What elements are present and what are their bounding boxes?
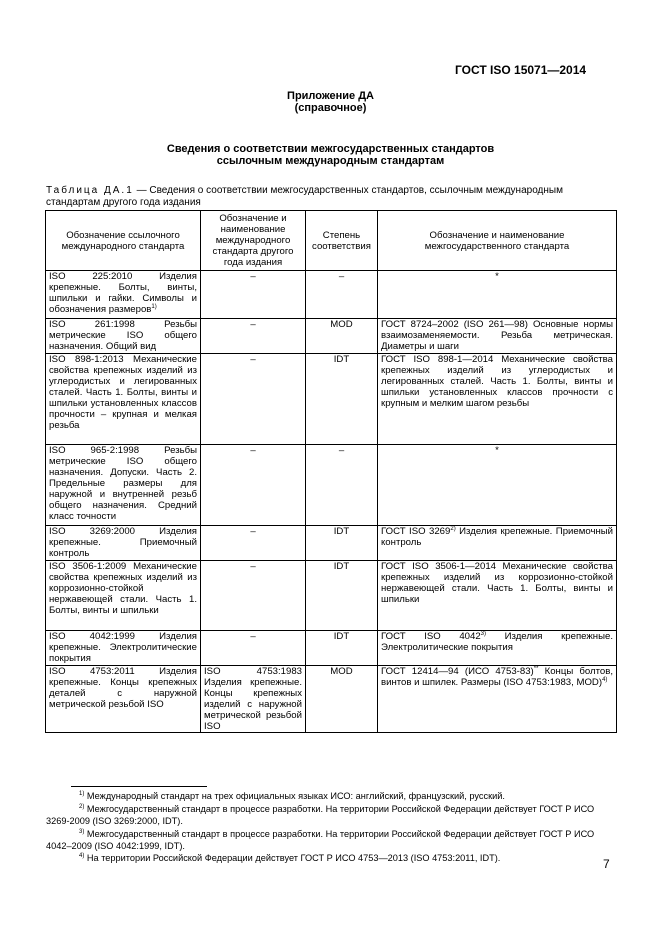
cell-ref: ISO 261:1998 Резьбы метрические ISO общего назначения. Общий вид: [46, 319, 201, 354]
section-title-line2: ссылочным международным стандартам: [216, 155, 445, 167]
col-header-gost: Обозначение и наименование межгосударственного стандарта: [378, 211, 617, 271]
cell-degree: IDT: [306, 526, 378, 561]
table-row: [46, 526, 617, 561]
cell-ref: ISO 4042:1999 Изделия крепежные. Электролитические покрытия: [46, 631, 201, 666]
cell-ref: ISO 965-2:1998 Резьбы метрические ISO общего назначения. Допуски. Часть 2. Предельные размеры для наружной и внутренней резьб общего назначения. Средний класс точности: [46, 445, 201, 526]
cell-gost: ГОСТ ISO 3506-1—2014 Механические свойства крепежных изделий из коррозионно-стойкой нержавеющей стали. Часть 1. Болты, винты и шпильки: [378, 561, 617, 631]
table-row: [46, 354, 617, 445]
table-row: [46, 631, 617, 666]
cell-degree: MOD: [306, 666, 378, 733]
cell-degree: MOD: [306, 319, 378, 354]
table-caption-label: Таблица ДА.1: [46, 185, 134, 196]
footnote-ref: 3): [480, 630, 487, 637]
footnote-2: $^{2)}$ Межгосударственный стандарт в процессе разработки. На территории Российской Федерации действует ГОСТ Р ИСО 3269-2009 (ISO 3269:2000, IDT).: [46, 803, 595, 826]
footnote-1: $^{1)}$ Международный стандарт на трех официальных языках ИСО: английский, французский, русский.: [79, 790, 505, 801]
cell-gost: ГОСТ ISO 3269$^{2)}$ Изделия крепежные. Приемочный контроль: [378, 526, 617, 561]
footnote-ref: 1): [151, 303, 157, 310]
table-row: [46, 319, 617, 354]
cell-gost: ГОСТ ISO 898-1—2014 Механические свойства крепежных изделий из углеродистых и легированных сталей. Часть 1. Болты, винты и шпильки установленных классов прочности с крупным и мелким шагом резьбы: [378, 354, 617, 445]
col-header-ref: Обозначение ссылочного международного стандарта: [46, 211, 201, 271]
col-header-degree: Степень соответствия: [306, 211, 378, 271]
cell-degree: –: [306, 445, 378, 526]
footnote-4: $^{4)}$ На территории Российской Федерации действует ГОСТ Р ИСО 4753—2013 (ISO 4753:2011, IDT).: [79, 852, 501, 863]
cell-gost: ГОСТ 8724–2002 (ISO 261—98) Основные нормы взаимозаменяемости. Резьба метрическая. Диаметры и шаги: [378, 319, 617, 354]
document-code: ГОСТ ISO 15071—2014: [455, 63, 587, 77]
cell-degree: IDT: [306, 354, 378, 445]
cell-ref: ISO 3269:2000 Изделия крепежные. Приемочный контроль: [46, 526, 201, 561]
footnote-ref: 4): [602, 676, 608, 683]
col-header-other: Обозначение и наименование международного стандарта другого года издания: [201, 211, 306, 271]
footnote-3: $^{3)}$ Межгосударственный стандарт в процессе разработки. На территории Российской Федерации действует ГОСТ Р ИСО 4042–2009 (ISO 4042:1999, IDT).: [46, 828, 595, 851]
cell-other: –: [201, 445, 306, 526]
cell-ref: ISO 225:2010 Изделия крепежные. Болты, винты, шпильки и гайки. Символы и обозначения размеров$^{1)}$: [46, 271, 201, 319]
cell-ref: ISO 3506-1:2009 Механические свойства крепежных изделий из коррозионно-стойкой нержавеющей стали. Часть 1. Болты, винты и шпильки: [46, 561, 201, 631]
cell-ref: ISO 4753:2011 Изделия крепежные. Концы крепежных деталей с наружной метрической резьбой ISO: [46, 666, 201, 733]
cell-other: –: [201, 526, 306, 561]
cell-ref: ISO 898-1:2013 Механические свойства крепежных изделий из углеродистых и легированных сталей. Часть 1. Болты, винты и шпильки установленных классов прочности – крупная и мелкая резьба: [46, 354, 201, 445]
cell-other: ISO 4753:1983 Изделия крепежные. Концы крепежных изделий с наружной метрической резьбой ISO: [201, 666, 306, 733]
cell-gost: ГОСТ ISO 4042$^{3)}$ Изделия крепежные. Электролитические покрытия: [378, 631, 617, 666]
table-row: [46, 666, 617, 733]
cell-other: –: [201, 561, 306, 631]
appendix-title: Приложение ДА: [287, 90, 374, 102]
table-header-row: [46, 211, 617, 271]
cell-degree: –: [306, 271, 378, 319]
page-number: 7: [603, 857, 610, 871]
table-row: [46, 271, 617, 319]
cell-other: –: [201, 271, 306, 319]
footnote-ref: **: [533, 665, 539, 672]
cell-gost: ГОСТ 12414—94 (ИСО 4753-83)** Концы болтов, винтов и шпилек. Размеры (ISO 4753:1983, MOD)$^{4)}$: [378, 666, 617, 733]
footnote-divider: [71, 786, 207, 787]
table-caption-text: — Сведения о соответствии межгосударственных стандартов, ссылочным международным стандартам другого года издания: [46, 185, 563, 208]
cell-degree: IDT: [306, 631, 378, 666]
appendix-subtitle: (справочное): [294, 102, 367, 114]
cell-other: –: [201, 319, 306, 354]
table-caption: [46, 185, 616, 209]
cell-gost: *: [378, 445, 617, 526]
cell-other: –: [201, 354, 306, 445]
cell-other: –: [201, 631, 306, 666]
cell-degree: IDT: [306, 561, 378, 631]
correspondence-table: [45, 210, 617, 733]
table-row: [46, 445, 617, 526]
section-title-line1: Сведения о соответствии межгосударственных стандартов: [166, 143, 495, 155]
table-row: [46, 561, 617, 631]
cell-gost: *: [378, 271, 617, 319]
footnote-ref: 2): [450, 525, 456, 532]
